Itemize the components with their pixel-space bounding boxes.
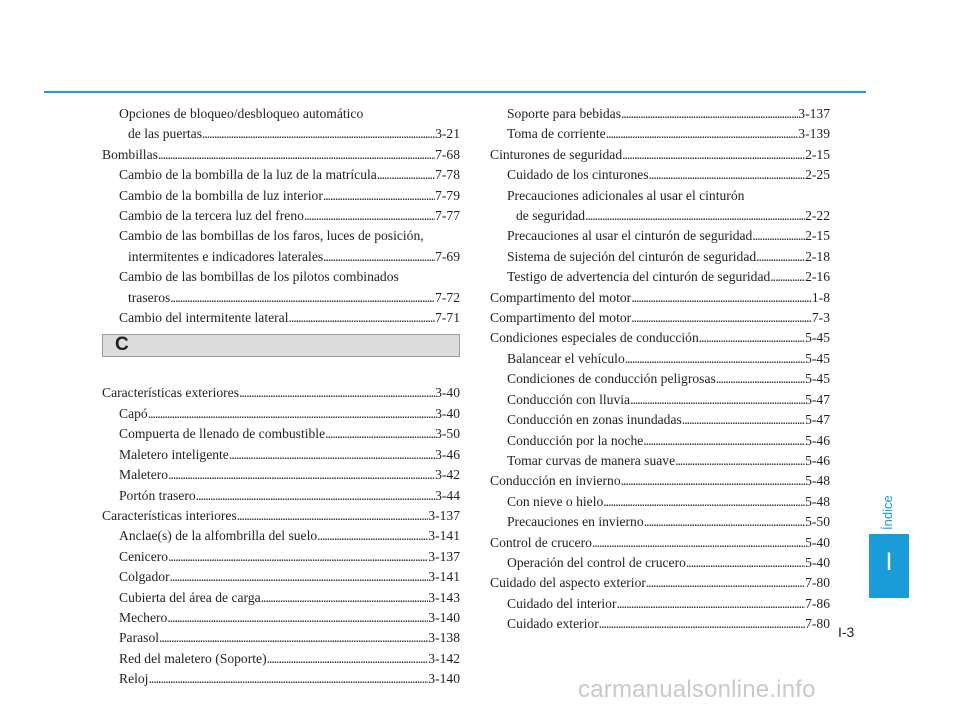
entry-title: Parasol xyxy=(119,630,160,646)
entry-page: 5-47 xyxy=(805,391,830,407)
entry-page: 7-86 xyxy=(805,595,830,611)
index-entry xyxy=(490,431,830,451)
entry-title: de seguridad xyxy=(516,208,586,224)
entry-title: Compartimento del motor xyxy=(490,289,632,305)
entry-page: 3-140 xyxy=(428,671,460,687)
index-entry xyxy=(490,410,830,430)
index-entry xyxy=(102,308,460,328)
entry-page: 5-48 xyxy=(805,493,830,509)
entry-title: Condiciones de conducción peligrosas xyxy=(507,371,716,387)
entry-title: Bombillas xyxy=(102,146,158,162)
index-entry xyxy=(490,349,830,369)
entry-title: Conducción en zonas inundadas xyxy=(507,412,682,428)
dot-leader xyxy=(167,608,428,628)
index-entry xyxy=(102,206,460,226)
entry-title: Conducción en invierno xyxy=(490,473,621,489)
entry-page: 3-137 xyxy=(428,507,460,523)
entry-page: 2-15 xyxy=(805,146,830,162)
index-entry xyxy=(490,145,830,165)
index-entry xyxy=(490,614,830,634)
dot-leader xyxy=(170,567,429,587)
side-tab-letter: I xyxy=(885,548,893,576)
index-entry xyxy=(490,512,830,532)
entry-page: 5-46 xyxy=(805,452,830,468)
index-entry xyxy=(102,383,460,403)
entry-page: 2-15 xyxy=(805,228,830,244)
index-entry xyxy=(490,533,830,553)
entry-title: Cenicero xyxy=(119,548,169,564)
dot-leader xyxy=(196,486,435,506)
dot-leader xyxy=(603,492,805,512)
entry-title: Conducción por la noche xyxy=(507,432,644,448)
entry-title: Cambio de la bombilla de la luz de la matrícula xyxy=(119,167,377,183)
entry-page: 7-69 xyxy=(435,248,460,264)
entry-page: 3-44 xyxy=(435,487,460,503)
entry-title: Cinturones de seguridad xyxy=(490,146,623,162)
index-column-right xyxy=(490,104,830,635)
index-entry xyxy=(102,506,460,526)
entry-page: 5-45 xyxy=(805,350,830,366)
entry-title: Cuidado de los cinturones xyxy=(507,167,649,183)
index-entry xyxy=(102,247,460,267)
side-index-tab[interactable] xyxy=(869,534,909,598)
dot-leader xyxy=(304,206,435,226)
entry-page: 7-78 xyxy=(435,167,460,183)
index-entry xyxy=(490,247,830,267)
index-entry xyxy=(490,165,830,185)
dot-leader xyxy=(288,308,435,328)
entry-title: Con nieve o hielo xyxy=(507,493,604,509)
entry-title: Compartimento del motor xyxy=(490,310,632,326)
entry-page: 5-50 xyxy=(805,514,830,530)
entry-page: 1-8 xyxy=(811,289,830,305)
entry-page: 3-50 xyxy=(435,426,460,442)
entry-title: Maletero xyxy=(119,467,169,483)
entry-title: Cuidado del interior xyxy=(507,595,617,611)
entry-title: Control de crucero xyxy=(490,534,592,550)
index-entry xyxy=(490,328,830,348)
dot-leader xyxy=(377,165,435,185)
watermark: carmanualsonline.info xyxy=(578,676,816,703)
entry-page: 3-137 xyxy=(428,548,460,564)
index-entry xyxy=(490,308,830,328)
entry-page: 3-21 xyxy=(435,126,460,142)
entry-page: 2-16 xyxy=(805,269,830,285)
index-entry xyxy=(102,226,460,246)
index-entry xyxy=(102,486,460,506)
entry-page: 7-71 xyxy=(435,310,460,326)
index-entry xyxy=(490,124,830,144)
dot-leader xyxy=(625,349,805,369)
dot-leader xyxy=(756,247,805,267)
index-entry xyxy=(490,451,830,471)
index-entry xyxy=(102,104,460,124)
entry-title: Portón trasero xyxy=(119,487,196,503)
dot-leader xyxy=(159,628,428,648)
entry-title: Red del maletero (Soporte) xyxy=(119,650,267,666)
dot-leader xyxy=(148,669,428,689)
entry-title: intermitentes e indicadores laterales xyxy=(128,248,324,264)
entry-title: Cubierta del área de carga xyxy=(119,589,261,605)
dot-leader xyxy=(621,471,805,491)
entry-title: Reloj xyxy=(119,671,149,687)
index-entry xyxy=(490,390,830,410)
dot-leader xyxy=(716,369,805,389)
entry-page: 2-22 xyxy=(805,208,830,224)
entry-page: 5-48 xyxy=(805,473,830,489)
entry-page: 5-45 xyxy=(805,371,830,387)
entry-page: 7-72 xyxy=(435,289,460,305)
entry-title: Características exteriores xyxy=(102,385,239,401)
index-entry xyxy=(102,186,460,206)
dot-leader xyxy=(323,186,435,206)
index-entry xyxy=(490,471,830,491)
entry-title: Capó xyxy=(119,405,148,421)
entry-title: traseros xyxy=(128,289,171,305)
dot-leader xyxy=(644,512,805,532)
entry-title: Anclae(s) de la alfombrilla del suelo xyxy=(119,528,318,544)
index-entry xyxy=(490,573,830,593)
index-entry xyxy=(102,669,460,689)
dot-leader xyxy=(643,431,805,451)
dot-leader xyxy=(630,390,805,410)
page-number: I-3 xyxy=(838,624,855,640)
index-group-b xyxy=(102,104,460,328)
dot-leader xyxy=(239,383,435,403)
dot-leader xyxy=(585,206,805,226)
entry-page: 7-3 xyxy=(811,310,830,326)
index-entry xyxy=(102,547,460,567)
dot-leader xyxy=(616,594,805,614)
entry-page: 5-40 xyxy=(805,534,830,550)
entry-page: 5-40 xyxy=(805,554,830,570)
entry-page: 7-77 xyxy=(435,208,460,224)
dot-leader xyxy=(168,465,435,485)
index-entry xyxy=(490,553,830,573)
entry-page: 3-40 xyxy=(435,385,460,401)
index-column-left xyxy=(102,104,460,690)
dot-leader xyxy=(325,424,435,444)
entry-title: Opciones de bloqueo/desbloqueo automático xyxy=(119,106,364,121)
dot-leader xyxy=(148,404,435,424)
dot-leader xyxy=(606,124,799,144)
entry-title: Precauciones en invierno xyxy=(507,514,644,530)
entry-title: Tomar curvas de manera suave xyxy=(507,452,676,468)
entry-title: Cambio del intermitente lateral xyxy=(119,310,289,326)
entry-title: Cambio de la bombilla de luz interior xyxy=(119,187,323,203)
index-entry xyxy=(102,267,460,287)
entry-title: Conducción con lluvia xyxy=(507,391,631,407)
entry-title: Balancear el vehículo xyxy=(507,350,625,366)
index-entry xyxy=(102,608,460,628)
entry-title: Sistema de sujeción del cinturón de seguridad xyxy=(507,248,757,264)
dot-leader xyxy=(622,145,805,165)
entry-title: Cambio de la tercera luz del freno xyxy=(119,208,304,224)
index-entry xyxy=(490,288,830,308)
entry-title: Toma de corriente xyxy=(507,126,606,142)
entry-page: 7-79 xyxy=(435,187,460,203)
dot-leader xyxy=(631,308,812,328)
index-entry xyxy=(102,165,460,185)
index-group-c xyxy=(102,383,460,689)
dot-leader xyxy=(682,410,805,430)
entry-page: 7-68 xyxy=(435,146,460,162)
entry-title: Condiciones especiales de conducción xyxy=(490,330,699,346)
section-letter: C xyxy=(115,334,129,356)
dot-leader xyxy=(237,506,429,526)
index-entry xyxy=(102,465,460,485)
index-entry xyxy=(490,267,830,287)
entry-page: 3-137 xyxy=(798,106,830,121)
dot-leader xyxy=(621,104,798,124)
index-entry xyxy=(102,567,460,587)
side-section-label: Índice xyxy=(880,495,895,530)
dot-leader xyxy=(261,588,429,608)
index-entry xyxy=(102,628,460,648)
entry-page: 2-18 xyxy=(805,248,830,264)
index-entry xyxy=(102,404,460,424)
index-entry xyxy=(102,588,460,608)
index-entry xyxy=(490,186,830,206)
entry-page: 5-46 xyxy=(805,432,830,448)
dot-leader xyxy=(592,533,805,553)
entry-title: Cambio de las bombillas de los pilotos combinados xyxy=(119,269,399,285)
dot-leader xyxy=(267,649,429,669)
dot-leader xyxy=(646,573,805,593)
entry-title: Cuidado exterior xyxy=(507,616,599,632)
index-entry xyxy=(490,104,830,124)
section-letter-bar xyxy=(102,334,460,357)
dot-leader xyxy=(699,328,805,348)
index-entry xyxy=(490,369,830,389)
dot-leader xyxy=(323,247,435,267)
index-entry xyxy=(102,649,460,669)
entry-page: 7-80 xyxy=(805,575,830,591)
dot-leader xyxy=(686,553,805,573)
entry-page: 3-142 xyxy=(428,650,460,666)
index-entry xyxy=(102,124,460,144)
entry-title: de las puertas xyxy=(128,126,202,142)
entry-page: 3-141 xyxy=(428,528,460,544)
entry-page: 5-47 xyxy=(805,412,830,428)
entry-title: Cambio de las bombillas de los faros, luces de posición, xyxy=(119,228,424,244)
dot-leader xyxy=(317,526,428,546)
entry-title: Precauciones adicionales al usar el cinturón xyxy=(507,187,745,203)
entry-title: Operación del control de crucero xyxy=(507,554,686,570)
index-entry xyxy=(102,288,460,308)
dot-leader xyxy=(168,547,428,567)
entry-page: 3-140 xyxy=(428,609,460,625)
dot-leader xyxy=(752,226,805,246)
entry-title: Cuidado del aspecto exterior xyxy=(490,575,646,591)
dot-leader xyxy=(158,145,435,165)
entry-title: Soporte para bebidas xyxy=(507,106,622,121)
dot-leader xyxy=(170,288,435,308)
dot-leader xyxy=(631,288,812,308)
dot-leader xyxy=(675,451,805,471)
index-entry xyxy=(102,445,460,465)
index-entry xyxy=(102,526,460,546)
entry-title: Mechero xyxy=(119,609,168,625)
index-entry xyxy=(102,145,460,165)
entry-page: 3-138 xyxy=(428,630,460,646)
entry-page: 3-40 xyxy=(435,405,460,421)
entry-title: Características interiores xyxy=(102,507,237,523)
entry-title: Precauciones al usar el cinturón de seguridad xyxy=(507,228,753,244)
entry-title: Testigo de advertencia del cinturón de seguridad xyxy=(507,269,771,285)
entry-page: 7-80 xyxy=(805,616,830,632)
dot-leader xyxy=(202,124,435,144)
dot-leader xyxy=(649,165,805,185)
entry-page: 3-141 xyxy=(428,569,460,585)
index-entry xyxy=(490,206,830,226)
dot-leader xyxy=(770,267,805,287)
index-entry xyxy=(490,492,830,512)
entry-title: Compuerta de llenado de combustible xyxy=(119,426,326,442)
index-entry xyxy=(490,594,830,614)
entry-page: 3-143 xyxy=(428,589,460,605)
entry-page: 2-25 xyxy=(805,167,830,183)
dot-leader xyxy=(599,614,805,634)
entry-page: 5-45 xyxy=(805,330,830,346)
entry-title: Maletero inteligente xyxy=(119,446,229,462)
index-entry xyxy=(102,424,460,444)
entry-page: 3-46 xyxy=(435,446,460,462)
dot-leader xyxy=(229,445,435,465)
index-entry xyxy=(490,226,830,246)
entry-page: 3-42 xyxy=(435,467,460,483)
index-group-c-continued xyxy=(490,104,830,635)
entry-page: 3-139 xyxy=(798,126,830,142)
entry-title: Colgador xyxy=(119,569,170,585)
header-rule xyxy=(44,91,866,93)
